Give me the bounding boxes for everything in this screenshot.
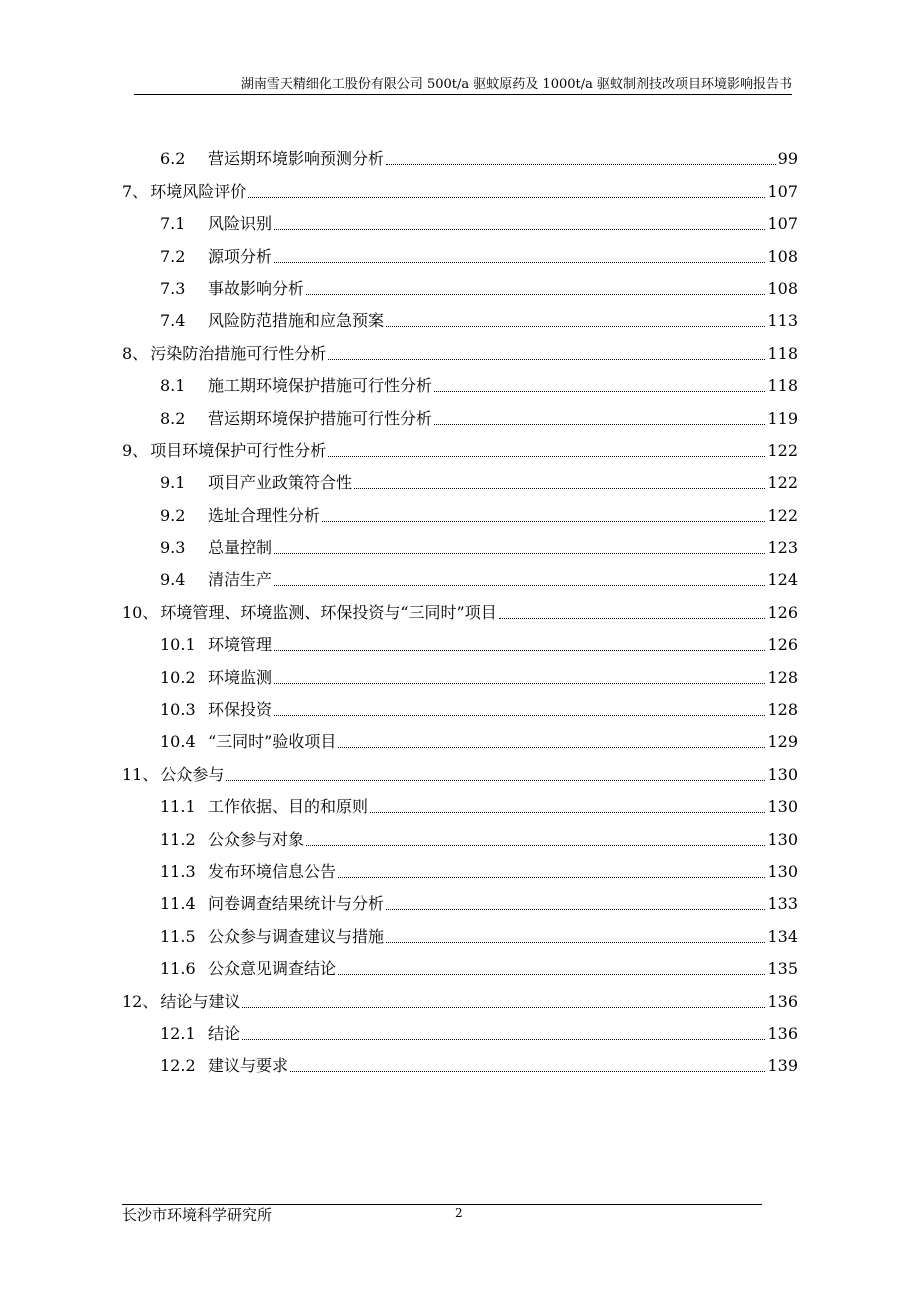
- toc-entry-page: 126: [767, 635, 798, 655]
- toc-dot-leader: [306, 293, 765, 295]
- toc-entry-number: 9、: [122, 440, 149, 460]
- toc-entry-page: 118: [767, 376, 798, 396]
- toc-dot-leader: [322, 520, 765, 522]
- running-header: 湖南雪天精细化工股份有限公司 500t/a 驱蚊原药及 1000t/a 驱蚊制剂技改项目环境影响报告书: [134, 78, 792, 95]
- toc-dot-leader: [338, 973, 765, 975]
- toc-entry[interactable]: [122, 396, 798, 428]
- toc-entry-number: 7.4: [160, 311, 186, 331]
- toc-dot-leader: [386, 941, 765, 943]
- toc-entry[interactable]: [122, 785, 798, 817]
- toc-dot-leader: [338, 746, 765, 748]
- toc-entry-page: 108: [767, 246, 798, 266]
- toc-dot-leader: [274, 649, 765, 651]
- toc-entry-title: 风险识别: [208, 214, 273, 234]
- toc-dot-leader: [370, 811, 765, 813]
- footer-divider: [122, 1204, 762, 1205]
- toc-entry-title: 总量控制: [208, 538, 273, 558]
- toc-entry-title: 环境管理、环境监测、环保投资与“三同时”项目: [160, 602, 497, 622]
- table-of-contents: [122, 137, 798, 1076]
- toc-entry-title: 事故影响分析: [208, 278, 305, 298]
- toc-entry-number: 11.1: [160, 797, 196, 817]
- toc-entry-number: 10.2: [160, 667, 196, 687]
- toc-entry-title: 环保投资: [208, 700, 273, 720]
- toc-entry-title: 公众参与对象: [208, 829, 305, 849]
- toc-entry-title: 项目环境保护可行性分析: [150, 440, 327, 460]
- toc-dot-leader: [328, 358, 765, 360]
- toc-entry-page: 123: [767, 538, 798, 558]
- toc-entry-number: 11.3: [160, 861, 196, 881]
- toc-dot-leader: [290, 1070, 765, 1072]
- toc-entry-title: 工作依据、目的和原则: [208, 797, 369, 817]
- toc-entry-number: 7.2: [160, 246, 186, 266]
- toc-entry[interactable]: [122, 202, 798, 234]
- toc-entry[interactable]: [122, 850, 798, 882]
- toc-entry-title: 营运期环境影响预测分析: [208, 149, 385, 169]
- toc-entry-title: 建议与要求: [208, 1056, 289, 1076]
- toc-entry-number: 11.6: [160, 959, 196, 979]
- toc-entry-number: 8.1: [160, 376, 186, 396]
- toc-dot-leader: [328, 455, 765, 457]
- toc-dot-leader: [242, 1006, 765, 1008]
- toc-dot-leader: [434, 390, 765, 392]
- toc-entry-title: 环境监测: [208, 667, 273, 687]
- toc-entry[interactable]: [122, 590, 798, 622]
- toc-dot-leader: [242, 1038, 765, 1040]
- toc-entry-number: 12.2: [160, 1056, 196, 1076]
- toc-dot-leader: [354, 487, 765, 489]
- toc-entry-title: 营运期环境保护措施可行性分析: [208, 408, 433, 428]
- toc-entry[interactable]: [122, 720, 798, 752]
- toc-dot-leader: [274, 714, 765, 716]
- toc-entry-number: 7.1: [160, 214, 186, 234]
- toc-entry[interactable]: [122, 526, 798, 558]
- toc-entry[interactable]: [122, 752, 798, 784]
- toc-entry-number: 11.4: [160, 894, 196, 914]
- toc-entry-title: 问卷调查结果统计与分析: [208, 894, 385, 914]
- toc-entry-title: 项目产业政策符合性: [208, 473, 353, 493]
- toc-entry-page: 135: [767, 959, 798, 979]
- toc-entry[interactable]: [122, 817, 798, 849]
- toc-entry-page: 133: [767, 894, 798, 914]
- toc-entry[interactable]: [122, 688, 798, 720]
- toc-entry-number: 11.2: [160, 829, 196, 849]
- toc-entry-page: 128: [767, 700, 798, 720]
- toc-entry-page: 139: [767, 1056, 798, 1076]
- toc-entry[interactable]: [122, 267, 798, 299]
- toc-entry[interactable]: [122, 461, 798, 493]
- toc-entry-number: 12、: [122, 991, 159, 1011]
- toc-dot-leader: [338, 876, 765, 878]
- toc-entry-title: 施工期环境保护措施可行性分析: [208, 376, 433, 396]
- toc-entry-title: 结论: [208, 1023, 241, 1043]
- toc-entry-number: 10.4: [160, 732, 196, 752]
- toc-entry[interactable]: [122, 364, 798, 396]
- toc-entry-title: 风险防范措施和应急预案: [208, 311, 385, 331]
- page-number: 2: [455, 1206, 463, 1220]
- toc-entry[interactable]: [122, 1012, 798, 1044]
- toc-entry-page: 118: [767, 343, 798, 363]
- toc-dot-leader: [386, 163, 776, 165]
- toc-entry-title: 发布环境信息公告: [208, 861, 337, 881]
- toc-entry[interactable]: [122, 655, 798, 687]
- toc-dot-leader: [306, 844, 765, 846]
- toc-entry-number: 8、: [122, 343, 149, 363]
- toc-entry-number: 7、: [122, 181, 149, 201]
- toc-entry-number: 9.2: [160, 505, 186, 525]
- toc-entry-page: 136: [767, 1023, 798, 1043]
- toc-entry-title: 公众参与: [160, 764, 225, 784]
- toc-entry-page: 119: [767, 408, 798, 428]
- toc-dot-leader: [248, 196, 765, 198]
- toc-entry-number: 7.3: [160, 278, 186, 298]
- toc-entry-page: 130: [767, 861, 798, 881]
- toc-entry[interactable]: [122, 1044, 798, 1076]
- toc-entry-title: 选址合理性分析: [208, 505, 321, 525]
- toc-entry-number: 9.4: [160, 570, 186, 590]
- toc-entry-number: 11.5: [160, 926, 196, 946]
- toc-entry-number: 9.3: [160, 538, 186, 558]
- toc-dot-leader: [274, 261, 765, 263]
- footer-organization: 长沙市环境科学研究所: [122, 1206, 273, 1224]
- toc-entry-number: 6.2: [160, 149, 186, 169]
- toc-entry-page: 122: [767, 440, 798, 460]
- toc-entry-page: 126: [767, 602, 798, 622]
- toc-dot-leader: [386, 325, 765, 327]
- toc-entry[interactable]: [122, 299, 798, 331]
- toc-entry-page: 124: [767, 570, 798, 590]
- toc-entry-page: 128: [767, 667, 798, 687]
- toc-entry[interactable]: [122, 914, 798, 946]
- toc-entry-number: 9.1: [160, 473, 186, 493]
- toc-entry-page: 130: [767, 797, 798, 817]
- toc-entry-page: 136: [767, 991, 798, 1011]
- toc-entry-number: 8.2: [160, 408, 186, 428]
- toc-entry[interactable]: [122, 169, 798, 201]
- toc-entry-page: 108: [767, 278, 798, 298]
- toc-entry-page: 122: [767, 505, 798, 525]
- toc-dot-leader: [499, 617, 766, 619]
- toc-dot-leader: [274, 682, 765, 684]
- toc-entry[interactable]: [122, 493, 798, 525]
- toc-entry-page: 130: [767, 829, 798, 849]
- toc-entry-page: 107: [767, 214, 798, 234]
- toc-entry-number: 10、: [122, 602, 159, 622]
- toc-entry[interactable]: [122, 947, 798, 979]
- toc-entry-page: 134: [767, 926, 798, 946]
- toc-entry-title: 结论与建议: [160, 991, 241, 1011]
- toc-entry[interactable]: [122, 558, 798, 590]
- toc-entry[interactable]: [122, 882, 798, 914]
- toc-dot-leader: [274, 552, 765, 554]
- toc-dot-leader: [274, 228, 765, 230]
- toc-entry[interactable]: [122, 331, 798, 363]
- toc-entry-title: 环境风险评价: [150, 181, 247, 201]
- toc-entry-title: 污染防治措施可行性分析: [150, 343, 327, 363]
- toc-entry-title: 公众参与调查建议与措施: [208, 926, 385, 946]
- toc-entry[interactable]: [122, 429, 798, 461]
- toc-dot-leader: [226, 779, 765, 781]
- toc-entry-page: 99: [777, 149, 798, 169]
- toc-dot-leader: [386, 908, 765, 910]
- toc-dot-leader: [434, 423, 765, 425]
- toc-entry-title: 清洁生产: [208, 570, 273, 590]
- toc-entry-title: 环境管理: [208, 635, 273, 655]
- toc-entry-number: 10.3: [160, 700, 196, 720]
- toc-entry-title: 源项分析: [208, 246, 273, 266]
- toc-entry-number: 12.1: [160, 1023, 196, 1043]
- toc-entry-page: 107: [767, 181, 798, 201]
- toc-entry-page: 122: [767, 473, 798, 493]
- toc-entry-page: 129: [767, 732, 798, 752]
- toc-entry[interactable]: [122, 137, 798, 169]
- toc-entry-page: 130: [767, 764, 798, 784]
- toc-entry-page: 113: [767, 311, 798, 331]
- toc-entry[interactable]: [122, 234, 798, 266]
- toc-dot-leader: [274, 584, 765, 586]
- toc-entry-number: 10.1: [160, 635, 196, 655]
- toc-entry-number: 11、: [122, 764, 159, 784]
- toc-entry-title: 公众意见调查结论: [208, 959, 337, 979]
- toc-entry-title: “三同时”验收项目: [208, 732, 337, 752]
- toc-entry[interactable]: [122, 623, 798, 655]
- toc-entry[interactable]: [122, 979, 798, 1011]
